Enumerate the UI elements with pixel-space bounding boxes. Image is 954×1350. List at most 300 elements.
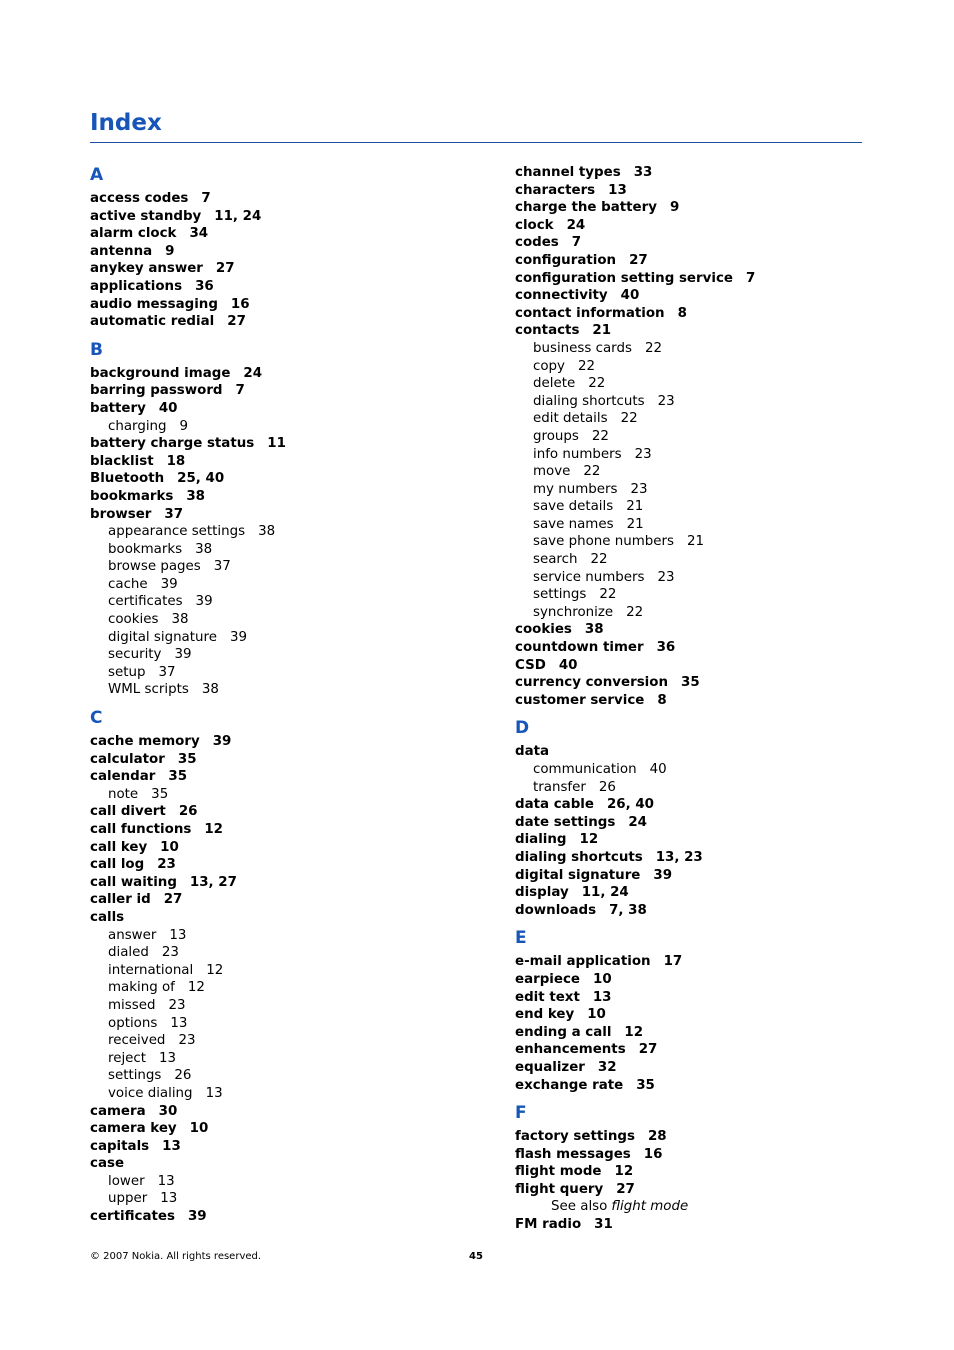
entry-term: customer service [515, 692, 645, 708]
entry-term: battery charge status [90, 436, 255, 452]
entry-term: setup [108, 664, 146, 680]
entry-term: blacklist [90, 453, 154, 469]
index-entry [515, 621, 915, 639]
entry-term: alarm clock [90, 226, 177, 242]
index-subentry [90, 1015, 490, 1033]
entry-term: missed [108, 997, 156, 1013]
index-entry [515, 1077, 915, 1095]
entry-term: data cable [515, 797, 594, 813]
entry-term: barring password [90, 383, 223, 399]
entry-pages: 32 [597, 1059, 617, 1075]
entry-pages: 12 [187, 980, 205, 996]
entry-term: security [108, 647, 162, 663]
entry-pages: 35 [168, 769, 188, 785]
entry-term: Bluetooth [90, 471, 165, 487]
index-entry [90, 821, 490, 839]
entry-pages: 21 [626, 516, 644, 532]
entry-term: search [533, 552, 578, 568]
entry-pages: 12 [204, 822, 223, 837]
index-entry [90, 733, 490, 751]
entry-pages: 27 [227, 314, 246, 330]
entry-term: countdown timer [515, 640, 644, 656]
index-entry [90, 313, 490, 331]
entry-pages: 39 [653, 867, 673, 883]
entry-pages: 22 [588, 376, 606, 392]
entry-pages: 18 [166, 453, 186, 469]
index-subentry [515, 446, 915, 464]
entry-term: call divert [90, 804, 166, 820]
index-subentry [90, 418, 490, 436]
copyright-notice: © 2007 Nokia. All rights reserved. [90, 1251, 262, 1262]
entry-pages: 27 [215, 261, 235, 277]
entry-pages: 10 [189, 1121, 209, 1137]
index-subentry [90, 1050, 490, 1068]
entry-pages: 13 [170, 1015, 188, 1031]
entry-term: call waiting [90, 874, 177, 890]
entry-term: configuration setting service [515, 270, 733, 286]
entry-term: camera key [90, 1121, 177, 1137]
entry-pages: 28 [647, 1129, 667, 1145]
entry-term: channel types [515, 165, 621, 180]
index-subentry [515, 761, 915, 779]
entry-term: delete [533, 376, 576, 392]
entry-pages: 24 [566, 217, 586, 233]
entry-term: dialed [108, 945, 149, 961]
entry-pages: 23 [634, 446, 652, 462]
entry-pages: 35 [177, 751, 197, 767]
entry-pages: 9 [179, 418, 189, 434]
index-entry [515, 322, 915, 340]
entry-pages: 23 [161, 945, 179, 961]
index-subentry [515, 428, 915, 446]
entry-pages: 13, 27 [189, 874, 237, 890]
section-letter: A [90, 165, 104, 185]
entry-term: answer [108, 927, 157, 943]
index-column-left [90, 164, 490, 1226]
entry-term: access codes [90, 191, 189, 206]
entry-term: bookmarks [90, 488, 174, 504]
entry-pages: 16 [643, 1146, 663, 1162]
entry-term: dialing [515, 832, 567, 848]
entry-term: save phone numbers [533, 534, 675, 550]
entry-term: my numbers [533, 481, 618, 497]
index-entry [90, 751, 490, 769]
entry-term: equalizer [515, 1059, 585, 1075]
entry-term: flight query [515, 1181, 604, 1197]
entry-term: call key [90, 839, 148, 855]
index-entry [515, 953, 915, 971]
entry-pages: 23 [630, 481, 648, 497]
entry-term: lower [108, 1173, 145, 1189]
entry-pages: 7 [235, 383, 245, 399]
entry-term: exchange rate [515, 1077, 624, 1093]
entry-pages: 39 [187, 1209, 207, 1225]
index-entry [515, 1024, 915, 1042]
entry-pages: 24 [628, 814, 647, 830]
entry-term: business cards [533, 340, 632, 356]
index-entry [515, 743, 915, 761]
entry-term: transfer [533, 779, 586, 795]
entry-term: move [533, 464, 571, 480]
entry-term: settings [108, 1068, 162, 1084]
index-subentry [515, 481, 915, 499]
index-subentry [90, 1085, 490, 1103]
entry-pages: 22 [644, 340, 662, 356]
entry-term: edit details [533, 411, 608, 427]
entry-pages: 10 [587, 1007, 606, 1023]
entry-pages: 40 [649, 762, 667, 777]
entry-term: international [108, 962, 194, 978]
entry-pages: 12 [614, 1164, 634, 1180]
entry-term: clock [515, 217, 554, 233]
index-entry [515, 305, 915, 323]
entry-pages: 38 [186, 488, 205, 504]
entry-pages: 36 [195, 278, 214, 294]
entry-pages: 17 [663, 954, 683, 970]
entry-pages: 27 [629, 252, 648, 268]
entry-pages: 35 [681, 675, 700, 691]
index-subentry [90, 786, 490, 804]
entry-term: enhancements [515, 1042, 626, 1058]
entry-term: browser [90, 506, 152, 522]
entry-pages: 8 [657, 692, 667, 708]
entry-pages: 30 [158, 1103, 178, 1119]
entry-term: edit text [515, 989, 580, 1005]
index-entry [515, 1146, 915, 1164]
index-entry [90, 470, 490, 488]
index-subentry [515, 463, 915, 481]
entry-term: characters [515, 182, 596, 198]
entry-term: synchronize [533, 604, 614, 620]
entry-term: contacts [515, 323, 580, 339]
entry-term: currency conversion [515, 675, 668, 691]
entry-pages: 21 [687, 534, 705, 550]
index-subentry [90, 681, 490, 699]
entry-pages: 23 [657, 569, 675, 585]
entry-term: cache memory [90, 734, 200, 750]
index-entry [90, 208, 490, 226]
entry-term: cache [108, 576, 148, 592]
index-entry [90, 1103, 490, 1121]
entry-pages: 27 [616, 1181, 635, 1197]
index-entry [515, 1041, 915, 1059]
entry-term: end key [515, 1007, 575, 1023]
index-entry [515, 639, 915, 657]
index-entry [515, 1006, 915, 1024]
index-subentry [90, 576, 490, 594]
index-entry [90, 891, 490, 909]
entry-pages: 35 [636, 1077, 655, 1093]
entry-term: communication [533, 762, 637, 777]
entry-term: audio messaging [90, 296, 218, 312]
entry-term: downloads [515, 902, 597, 918]
entry-term: background image [90, 365, 231, 381]
section-letter: C [90, 708, 103, 729]
index-subentry [515, 586, 915, 604]
entry-term: capitals [90, 1138, 150, 1154]
entry-term: anykey answer [90, 261, 203, 277]
entry-pages: 34 [189, 226, 209, 242]
entry-term: charging [108, 418, 167, 434]
entry-term: calendar [90, 769, 156, 785]
index-subentry [90, 541, 490, 559]
entry-term: reject [108, 1050, 147, 1066]
entry-pages: 40 [558, 657, 578, 673]
entry-pages: 37 [164, 506, 184, 522]
index-subentry [515, 779, 915, 797]
index-column-right [515, 164, 915, 1234]
entry-term: cookies [515, 622, 572, 638]
entry-term: making of [108, 980, 175, 996]
index-entry [90, 909, 490, 927]
entry-term: note [108, 786, 139, 802]
entry-term: flight mode [515, 1164, 602, 1180]
index-entry [515, 692, 915, 710]
entry-term: data [515, 744, 550, 760]
index-subentry [515, 569, 915, 587]
entry-term: case [90, 1156, 125, 1172]
entry-pages: 27 [163, 892, 183, 908]
entry-pages: 13 [205, 1085, 223, 1101]
index-entry [90, 1155, 490, 1173]
index-entry [90, 296, 490, 314]
entry-term: save details [533, 499, 614, 515]
index-entry [90, 365, 490, 383]
index-entry [515, 902, 915, 920]
index-entry [515, 1216, 915, 1234]
entry-pages: 25, 40 [177, 471, 225, 487]
entry-pages: 13 [608, 182, 627, 198]
index-entry [515, 831, 915, 849]
entry-pages: 13 [169, 927, 187, 943]
entry-term: configuration [515, 252, 617, 268]
index-entry [515, 884, 915, 902]
entry-pages: 37 [158, 664, 176, 680]
entry-pages: 13 [157, 1173, 175, 1189]
entry-pages: 16 [230, 296, 250, 312]
entry-pages: 40 [158, 400, 178, 416]
index-subentry [515, 498, 915, 516]
entry-term: connectivity [515, 288, 608, 304]
index-entry [515, 867, 915, 885]
entry-pages: 7 [571, 235, 582, 251]
entry-pages: 39 [160, 576, 178, 592]
index-subentry [515, 604, 915, 622]
index-subentry [90, 1067, 490, 1085]
index-entry [90, 874, 490, 892]
entry-pages: 11, 24 [581, 885, 629, 901]
index-subentry [90, 523, 490, 541]
entry-pages: 10 [160, 839, 179, 855]
index-entry [515, 1059, 915, 1077]
index-entry [90, 435, 490, 453]
see-also-reference: flight mode [611, 1199, 689, 1215]
entry-pages: 12 [624, 1024, 644, 1040]
entry-term: codes [515, 235, 559, 251]
index-entry [515, 971, 915, 989]
entry-pages: 9 [669, 200, 680, 216]
entry-pages: 38 [171, 612, 189, 628]
entry-pages: 26, 40 [606, 797, 654, 813]
index-entry [90, 225, 490, 243]
entry-term: camera [90, 1103, 146, 1119]
entry-term: CSD [515, 657, 546, 673]
entry-pages: 38 [195, 541, 213, 557]
index-entry [90, 1208, 490, 1226]
entry-term: WML scripts [108, 682, 189, 698]
index-subentry [90, 997, 490, 1015]
entry-pages: 11, 24 [214, 208, 262, 224]
entry-term: earpiece [515, 971, 580, 987]
index-subentry [515, 410, 915, 428]
index-subentry [515, 533, 915, 551]
entry-term: save names [533, 516, 614, 532]
entry-pages: 21 [626, 499, 644, 515]
entry-pages: 7, 38 [609, 902, 647, 918]
entry-term: dialing shortcuts [515, 849, 643, 865]
index-subentry [515, 551, 915, 569]
index-subentry [90, 611, 490, 629]
entry-pages: 38 [201, 682, 219, 698]
entry-pages: 36 [656, 640, 676, 656]
entry-pages: 22 [577, 358, 596, 374]
index-subentry [515, 393, 915, 411]
entry-pages: 38 [258, 524, 276, 540]
index-entry [90, 278, 490, 296]
index-entry [515, 217, 915, 235]
entry-term: call log [90, 857, 145, 873]
entry-term: settings [533, 587, 587, 603]
entry-pages: 38 [584, 622, 604, 638]
index-entry [90, 400, 490, 418]
entry-pages: 39 [195, 594, 213, 610]
entry-term: call functions [90, 822, 192, 837]
index-subentry [515, 340, 915, 358]
entry-pages: 7 [745, 270, 756, 286]
page-number: 45 [469, 1251, 483, 1262]
entry-term: active standby [90, 208, 202, 224]
entry-pages: 13, 23 [655, 849, 703, 865]
index-entry [90, 190, 490, 208]
section-letter: B [90, 339, 103, 360]
entry-pages: 24 [243, 365, 263, 381]
entry-pages: 23 [168, 997, 186, 1013]
index-entry [90, 768, 490, 786]
section-letter: E [515, 928, 527, 949]
index-entry [515, 1163, 915, 1181]
index-subentry [90, 1190, 490, 1208]
entry-pages: 22 [583, 464, 601, 480]
entry-term: factory settings [515, 1129, 635, 1145]
entry-pages: 7 [201, 191, 211, 206]
entry-term: upper [108, 1191, 148, 1207]
entry-pages: 27 [638, 1042, 658, 1058]
entry-term: certificates [108, 594, 183, 610]
entry-pages: 22 [620, 411, 638, 427]
entry-term: charge the battery [515, 200, 657, 216]
index-subentry [90, 1032, 490, 1050]
index-entry [515, 182, 915, 200]
index-subentry [90, 629, 490, 647]
entry-term: FM radio [515, 1217, 582, 1233]
index-subentry [515, 516, 915, 534]
index-subentry [90, 979, 490, 997]
index-entry [515, 270, 915, 288]
entry-pages: 22 [599, 587, 617, 603]
entry-pages: 22 [626, 604, 644, 620]
entry-pages: 31 [594, 1217, 613, 1233]
index-entry [90, 382, 490, 400]
entry-pages: 13 [592, 989, 612, 1005]
entry-term: automatic redial [90, 314, 215, 330]
entry-pages: 26 [598, 779, 616, 795]
entry-pages: 21 [592, 323, 612, 339]
index-entry [515, 164, 915, 182]
entry-term: applications [90, 278, 183, 294]
index-entry [90, 488, 490, 506]
entry-pages: 33 [633, 165, 653, 180]
index-entry [515, 989, 915, 1007]
entry-pages: 23 [157, 857, 176, 873]
index-entry [515, 199, 915, 217]
entry-pages: 11 [267, 436, 286, 452]
entry-pages: 40 [620, 288, 640, 304]
entry-term: calls [90, 909, 125, 925]
index-entry [90, 453, 490, 471]
entry-term: groups [533, 428, 579, 444]
entry-pages: 8 [677, 305, 687, 321]
index-subentry [90, 664, 490, 682]
section-letter: D [515, 718, 530, 739]
entry-term: digital signature [515, 867, 641, 883]
entry-pages: 9 [165, 243, 175, 259]
index-entry [515, 287, 915, 305]
entry-term: bookmarks [108, 541, 183, 557]
entry-term: display [515, 885, 569, 901]
entry-pages: 22 [590, 552, 608, 568]
index-subentry [90, 646, 490, 664]
entry-pages: 23 [178, 1033, 196, 1049]
entry-pages: 39 [212, 734, 232, 750]
entry-pages: 39 [229, 629, 247, 645]
index-entry [90, 506, 490, 524]
entry-term: ending a call [515, 1024, 612, 1040]
index-entry [90, 1120, 490, 1138]
index-entry [90, 260, 490, 278]
entry-term: browse pages [108, 559, 201, 575]
entry-pages: 26 [178, 804, 198, 820]
entry-term: battery [90, 400, 146, 416]
index-subentry [90, 1173, 490, 1191]
entry-pages: 13 [162, 1138, 181, 1154]
entry-term: antenna [90, 243, 153, 259]
entry-pages: 39 [174, 647, 192, 663]
entry-term: flash messages [515, 1146, 631, 1162]
entry-term: dialing shortcuts [533, 393, 645, 409]
section-letter: F [515, 1103, 527, 1124]
entry-pages: 12 [206, 962, 224, 978]
page-title: Index [90, 107, 862, 143]
index-subentry [90, 962, 490, 980]
entry-term: contact information [515, 305, 665, 321]
entry-term: See also [551, 1199, 608, 1215]
index-entry [515, 234, 915, 252]
entry-term: digital signature [108, 629, 217, 645]
entry-term: info numbers [533, 446, 622, 462]
entry-term: calculator [90, 751, 165, 767]
entry-term: voice dialing [108, 1085, 193, 1101]
index-entry [90, 839, 490, 857]
